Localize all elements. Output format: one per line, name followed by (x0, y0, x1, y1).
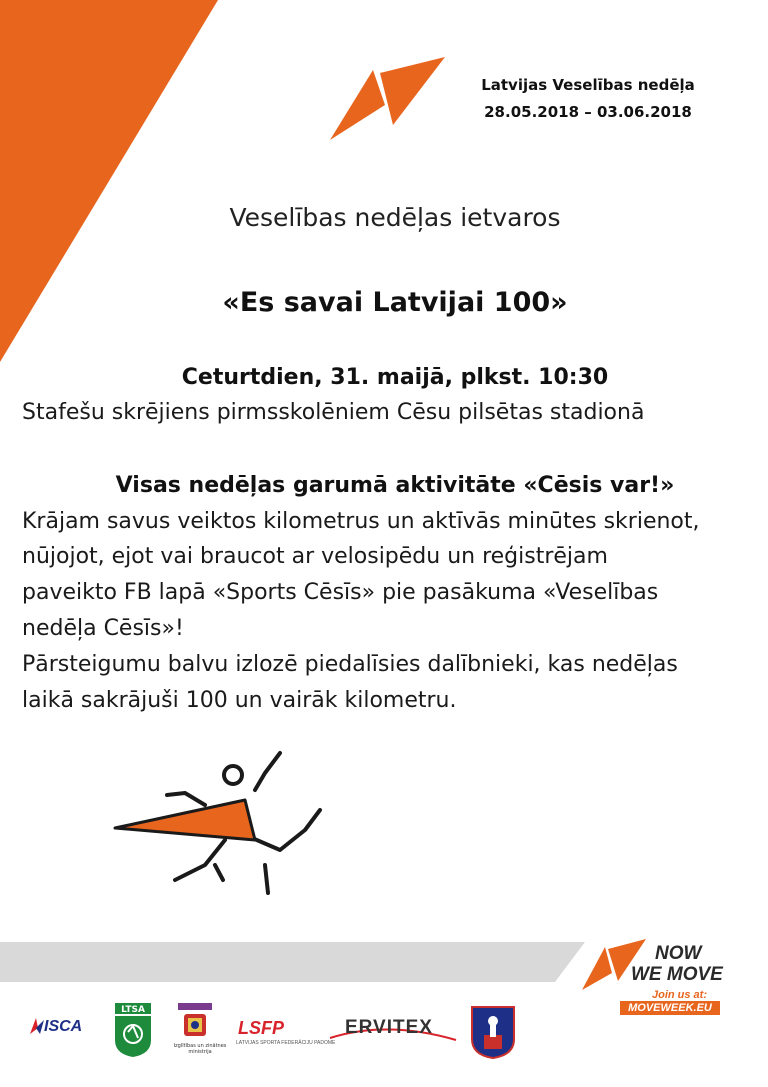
footer-band (0, 942, 590, 984)
paragraph-line: Krājam savus veiktos kilometrus un aktīvās minūtes skrienot, (22, 509, 700, 534)
paragraph-line: laikā sakrājuši 100 un vairāk kilometru. (22, 688, 457, 713)
event-time: Ceturtdien, 31. maijā, plkst. 10:30 (181, 365, 609, 390)
sponsor-lsfp-subtitle: LATVIJAS SPORTA FEDERĀCIJU PADOME (236, 1040, 336, 1046)
campaign-join-text: Join us at: (652, 989, 708, 1001)
subtitle: Veselības nedēļas ietvaros (229, 203, 561, 232)
paragraph-line: nūjojot, ejot vai braucot ar velosipēdu un reģistrējam (22, 544, 608, 569)
activity-title: Visas nedēļas garumā aktivitāte «Cēsis var!» (115, 473, 675, 498)
event-week-label: Latvijas Veselības nedēļa (481, 76, 695, 94)
svg-text:LTSA: LTSA (121, 1005, 145, 1015)
latvia-coat-of-arms-icon (176, 1003, 214, 1043)
paragraph-line: Pārsteigumu balvu izlozē piedalīsies dalībnieki, kas nedēļas (22, 652, 678, 677)
campaign-url: MOVEWEEK.EU (628, 1002, 712, 1014)
sponsor-lsfp: LSFP (238, 1018, 285, 1038)
cesis-coat-of-arms-icon (470, 1005, 516, 1059)
event-dates: 28.05.2018 – 03.06.2018 (484, 103, 692, 121)
moveweek-arrow-logo (325, 55, 450, 145)
paragraph-line: nedēļa Cēsīs»! (22, 616, 184, 641)
event-description: Stafešu skrējiens pirmsskolēniem Cēsu pilsētas stadionā (22, 400, 645, 425)
paragraph-line: paveikto FB lapā «Sports Cēsīs» pie pasākuma «Veselības (22, 580, 659, 605)
lsa-shield-icon (114, 1002, 152, 1058)
campaign-line-1: NOW (655, 943, 702, 964)
sponsor-ervitex: ERVITEX (345, 1017, 433, 1038)
sponsor-ministry: Izglītības un zinātnes ministrija (173, 1043, 227, 1055)
runner-figure (105, 745, 345, 905)
sponsor-isca: ISCA (44, 1018, 83, 1035)
page-title: «Es savai Latvijai 100» (222, 287, 568, 318)
campaign-line-2: WE MOVE (631, 964, 723, 985)
